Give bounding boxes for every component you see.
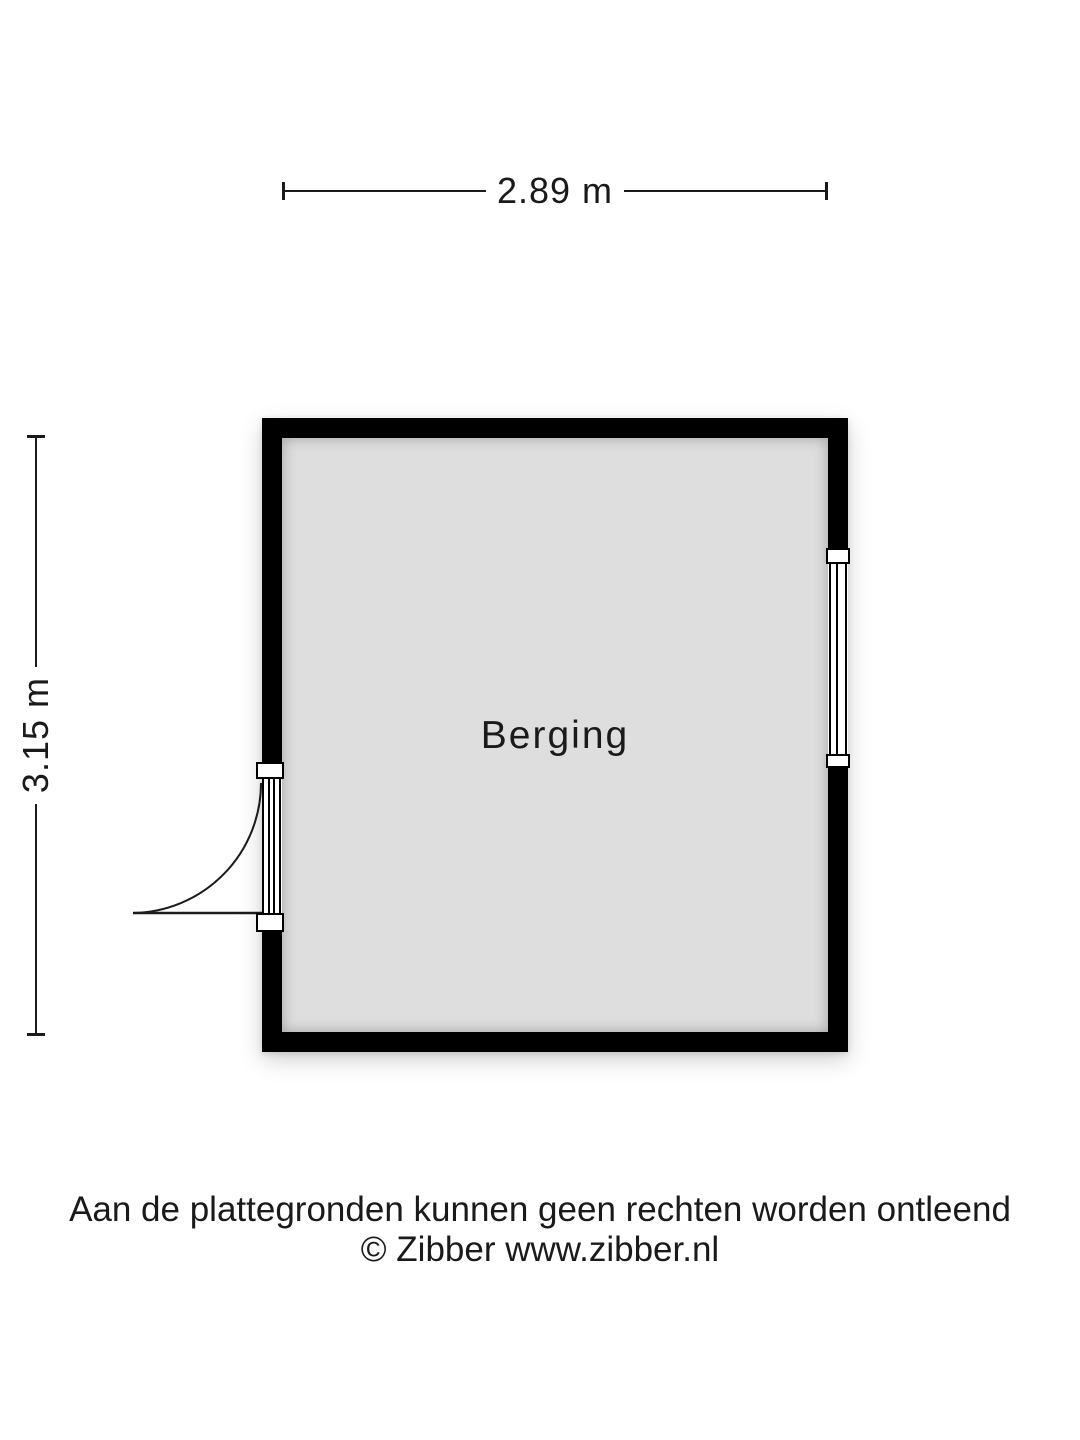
dimension-tick-bottom (27, 1033, 45, 1036)
dimension-line-segment (35, 804, 37, 1033)
dimension-line-segment (285, 190, 486, 192)
door-leaf-line (268, 779, 270, 913)
dimension-tick-right (825, 182, 828, 200)
room-label: Berging (480, 713, 630, 757)
dimension-width (282, 172, 828, 210)
door-swing-arc (128, 776, 268, 918)
door-leaf-line (273, 779, 275, 913)
footer (0, 1190, 1080, 1270)
footer-disclaimer: Aan de plattegronden kunnen geen rechten worden ontleend (69, 1190, 1011, 1229)
door-leaf (262, 779, 281, 913)
dimension-line-segment (624, 190, 825, 192)
window (829, 564, 847, 754)
dimension-line-segment (35, 438, 37, 667)
dimension-height (17, 435, 55, 1036)
window-pane-line (836, 564, 838, 754)
room-berging (262, 418, 848, 1052)
footer-credit: © Zibber www.zibber.nl (360, 1230, 720, 1269)
window-jamb (826, 548, 850, 564)
door-jamb (256, 913, 284, 932)
door-jamb (256, 762, 284, 779)
dimension-height-label: 3.15 m (15, 677, 56, 794)
dimension-width-label: 2.89 m (496, 170, 614, 211)
window-jamb (826, 754, 850, 768)
